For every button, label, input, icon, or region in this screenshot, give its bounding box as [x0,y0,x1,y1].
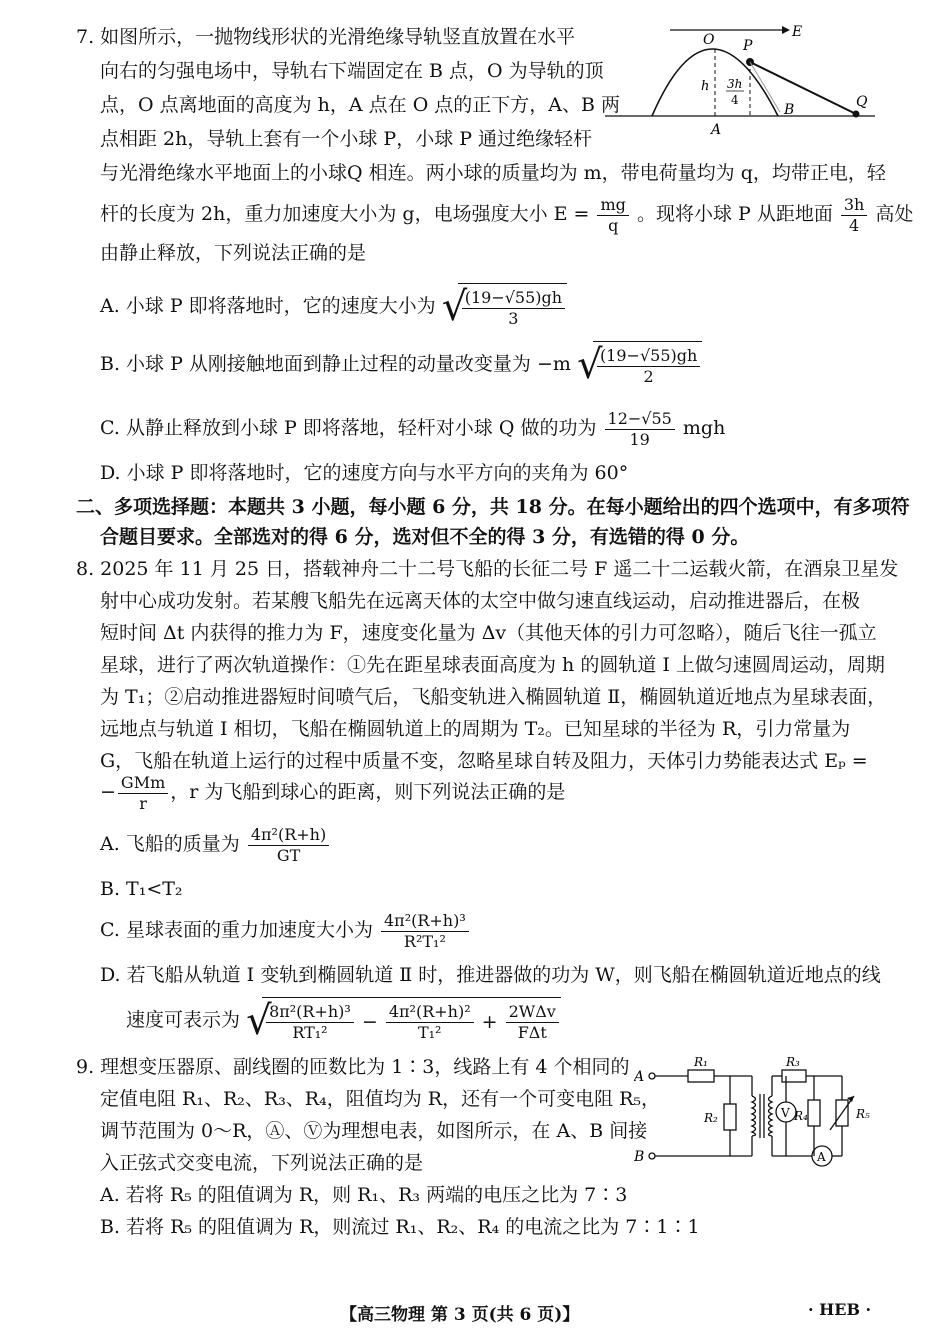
ep-fraction [118,773,168,814]
q8-line-7: G，飞船在轨道上运行的过程中质量不变，忽略星球自转及阻力，天体引力势能表达式 Eₚ = [100,750,868,772]
q7-line-6-pre: 杆的长度为 2h，重力加速度大小为 g，电场强度大小 E = [100,203,590,225]
option-text: C. 星球表面的重力加速度大小为 [100,919,373,941]
q7-line-7: 由静止释放，下列说法正确的是 [100,242,367,264]
option-text: C. 从静止释放到小球 P 即将落地，轻杆对小球 Q 做的功为 [100,417,597,439]
terminal-A-label: A [634,1069,645,1085]
option-text: A. 飞船的质量为 [100,833,240,855]
q7-option-c [100,404,725,452]
q7-option-d: D. 小球 P 即将落地时，它的速度方向与水平方向的夹角为 60° [100,462,629,484]
frac-den: 2 [643,367,654,386]
label-E: E [792,24,803,40]
q8-option-d-line-1: D. 若飞船从轨道 Ⅰ 变轨到椭圆轨道 Ⅱ 时，推进器做的功为 W，则飞船在椭圆轨道近地点的线 [100,964,881,986]
frac-den: 4 [849,215,860,235]
section-2-line-1: 二、多项选择题：本题共 3 小题，每小题 6 分，共 18 分。在每小题给出的四个选项中，有多项符 [76,496,910,518]
q8-line-8-post: ，r 为飞船到球心的距离，则下列说法正确的是 [170,781,566,803]
r1-label: R₁ [694,1055,708,1069]
q9-line-4: 入正弦式交变电流，下列说法正确的是 [100,1152,424,1174]
frac-num: 2WΔv [506,1002,559,1023]
q7-option-a [100,282,567,332]
frac-num: GMm [118,773,168,794]
q7-e-fraction [597,195,628,236]
footer-code: · HEB · [808,1300,872,1319]
label-Q: Q [856,94,868,110]
r2-label: R₂ [704,1111,718,1125]
label-A: A [711,122,722,138]
frac-num: mg [597,195,628,216]
q7-line-5: 与光滑绝缘水平地面上的小球Q 相连。两小球的质量均为 m，带电荷量均为 q，均带正电，轻 [100,162,886,184]
q7-line-2: 向右的匀强电场中，导轨右下端固定在 B 点，O 为导轨的顶 [100,60,604,82]
q7-figure [600,22,880,142]
q9-line-1: 9. 理想变压器原、副线圈的匝数比为 1∶3，线路上有 4 个相同的 [76,1056,630,1078]
frac-den: GT [276,845,301,865]
label-3h: 3h [727,77,743,91]
frac-den: 3 [508,309,519,328]
frac-den: RT₁² [292,1023,328,1042]
frac-den: 19 [629,429,650,449]
q9-option-b: B. 若将 R₅ 的阻值调为 R，则流过 R₁、R₂、R₄ 的电流之比为 7∶1∶1 [100,1216,700,1238]
q7-line-4: 点相距 2h，导轨上套有一个小球 P，小球 P 通过绝缘轻杆 [100,128,593,150]
q8-line-8: − $\frac{\text{GMm}}{r}$ ，r 为飞船到球心的距离，则下列说法正确的是 [100,772,566,813]
q8-option-b: B. T₁<T₂ [100,878,183,900]
q8-option-d-line-2 [126,996,561,1046]
frac-num: 8π²(R+h)³ [266,1002,354,1023]
frac-num: 3h [841,195,867,216]
q8-option-c [100,908,471,952]
option-text-post: mgh [682,417,726,439]
frac-den: R²T₁² [403,931,446,951]
q7-line-1: 7. 如图所示，一抛物线形状的光滑绝缘导轨竖直放置在水平 [76,26,576,48]
frac-den: FΔt [517,1023,547,1042]
sqrt: √ $\frac{(19-√55)gh}{2}$ [577,341,702,390]
label-4: 4 [731,93,739,107]
q8-option-a [100,822,331,866]
option-text: 速度可表示为 [126,1009,241,1031]
frac-num: 4π²(R+h)² [386,1002,474,1023]
q9-circuit-figure [634,1052,884,1172]
frac-den: T₁² [417,1023,442,1042]
q9-line-3: 调节范围为 0～R，Ⓐ、Ⓥ为理想电表，如图所示，在 A、B 间接 [100,1120,648,1142]
label-B: B [784,102,795,118]
q9-option-a: A. 若将 R₅ 的阻值调为 R，则 R₁、R₃ 两端的电压之比为 7∶3 [100,1184,628,1206]
sqrt: √ $\frac{(19-√55)gh}{3}$ [442,283,567,332]
q8-line-6: 远地点与轨道 Ⅰ 相切，飞船在椭圆轨道上的周期为 T₂。已知星球的半径为 R，引力常量为 [100,718,851,740]
frac-den: q [608,215,619,235]
frac-num: 12−√55 [605,409,675,430]
frac-num: 4π²(R+h) [248,825,329,846]
q7-option-b [100,340,702,390]
sqrt: √ $\frac{\text{8π²(R+h)³}}{\text{RT₁²}}$ − $\frac{\text{4π²(R+h)²}}{\text{T₁²}}$ + $\frac{\text{2WΔv}}{\text{FΔt}}$ [246,997,561,1046]
frac-num: 4π²(R+h)³ [381,911,469,932]
page-footer: 【高三物理 第 3 页(共 6 页)】 [340,1305,580,1325]
frac-den: r [139,793,147,813]
label-h: h [701,79,710,94]
frac-num: (19−√55)gh [597,346,700,367]
section-2-line-2: 合题目要求。全部选对的得 6 分，选对但不全的得 3 分，有选错的得 0 分。 [100,526,750,548]
option-text: A. 小球 P 即将落地时，它的速度大小为 [100,295,436,317]
option-text: B. 小球 P 从刚接触地面到静止过程的动量改变量为 −m [100,353,571,375]
q7-line-6-mid: 。现将小球 P 从距地面 [636,203,833,225]
q8-line-2: 射中心成功发射。若某艘飞船先在远离天体的太空中做匀速直线运动，启动推进器后，在极 [100,590,861,612]
q8-line-5: 为 T₁；②启动推进器短时间喷气后，飞船变轨进入椭圆轨道 Ⅱ，椭圆轨道近地点为星球表面， [100,686,887,708]
q9-line-2: 定值电阻 R₁、R₂、R₃、R₄，阻值均为 R，还有一个可变电阻 R₅， [100,1088,661,1110]
label-O: O [703,32,715,48]
q7-line-6-post: 高处 [875,203,914,225]
voltmeter-label: V [781,1106,790,1120]
q7-height-fraction [841,195,867,236]
q8-line-4: 星球，进行了两次轨道操作：①先在距星球表面高度为 h 的圆轨道 Ⅰ 上做匀速圆周运动，周期 [100,654,885,676]
r5-label: R₅ [856,1107,870,1121]
terminal-B-label: B [634,1149,645,1165]
q8-line-1: 8. 2025 年 11 月 25 日，搭载神舟二十二号飞船的长征二号 F 遥二十二运载火箭，在酒泉卫星发 [76,558,899,580]
r3-label: R₃ [786,1055,800,1069]
ammeter-label: A [817,1150,826,1164]
r4-label: R₄ [794,1109,808,1123]
frac-num: (19−√55)gh [462,288,565,309]
q7-line-6 [100,192,913,236]
q8-line-3: 短时间 Δt 内获得的推力为 F，速度变化量为 Δv（其他天体的引力可忽略），随后飞往一孤立 [100,622,877,644]
q7-line-3: 点，O 点离地面的高度为 h，A 点在 O 点的正下方，A、B 两 [100,94,621,116]
label-P: P [743,38,753,54]
